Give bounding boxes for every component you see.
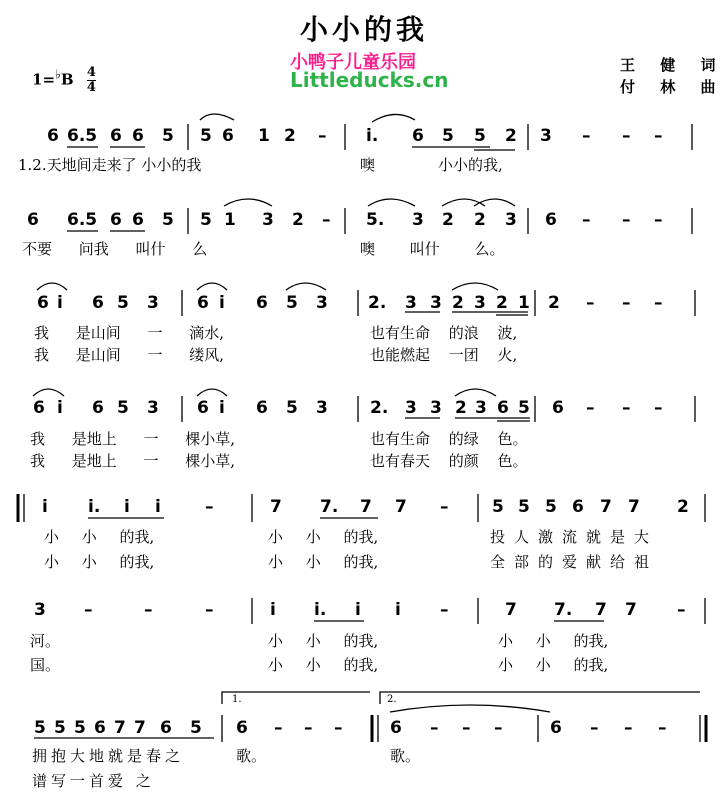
lyric-line: 也有生命 的浪 波, xyxy=(370,324,518,342)
ending-2-label: 2. xyxy=(387,694,397,705)
note: 5 xyxy=(54,718,66,738)
note: i xyxy=(270,600,276,620)
note: i xyxy=(124,497,130,517)
note: 5 xyxy=(74,718,86,738)
note: 7 xyxy=(134,718,146,738)
note: 7 xyxy=(395,497,407,517)
note: 6 xyxy=(110,210,122,230)
note: 7 xyxy=(625,600,637,620)
note: i. xyxy=(314,600,327,620)
lyric-line: 不要 问我 叫什 么 xyxy=(22,240,208,258)
lyric-line: 河。 xyxy=(30,632,61,650)
note: 7 xyxy=(595,600,607,620)
note: 5 xyxy=(518,497,530,517)
note: 6 xyxy=(197,293,209,313)
note: – xyxy=(624,718,633,738)
note: 5 xyxy=(200,126,212,146)
note: – xyxy=(322,210,331,230)
note: 5. xyxy=(366,210,385,230)
note: 6 xyxy=(94,718,106,738)
note: – xyxy=(334,718,343,738)
note: 5 xyxy=(286,293,298,313)
lyric-line: 歌。 xyxy=(390,747,421,765)
time-signature-top: 4 xyxy=(86,65,96,80)
note: – xyxy=(677,600,686,620)
note: i xyxy=(355,600,361,620)
note: 3 xyxy=(262,210,274,230)
note: 5 xyxy=(162,126,174,146)
note: – xyxy=(430,718,439,738)
note: – xyxy=(586,293,595,313)
note: 2 xyxy=(474,210,486,230)
note: 6 xyxy=(497,398,509,418)
note: 2 xyxy=(496,293,508,313)
note: 3 xyxy=(430,293,442,313)
note: 2. xyxy=(370,398,389,418)
note: 6 xyxy=(550,718,562,738)
note: 6 xyxy=(160,718,172,738)
note: i. xyxy=(366,126,379,146)
note: 1 xyxy=(258,126,270,146)
lyric-line: 小 小 的我, xyxy=(268,528,379,546)
lyric-line: 小小的我, xyxy=(438,156,503,174)
note: 6 xyxy=(92,293,104,313)
note: 5 xyxy=(518,398,530,418)
note: i xyxy=(57,293,63,313)
note: 7 xyxy=(628,497,640,517)
note: 6 xyxy=(37,293,49,313)
lyric-line: 噢 xyxy=(360,156,376,174)
note: 6 xyxy=(572,497,584,517)
note: 5 xyxy=(442,126,454,146)
note: – xyxy=(622,126,631,146)
note: – xyxy=(622,398,631,418)
lyric-line: 拥抱大地就是春之 xyxy=(32,747,185,765)
note: – xyxy=(494,718,503,738)
note: 6 xyxy=(552,398,564,418)
note: 5 xyxy=(34,718,46,738)
lyric-line: 也有生命 的绿 色。 xyxy=(370,430,528,448)
note: i xyxy=(219,398,225,418)
note: i xyxy=(42,497,48,517)
lyricist-credit: 王 健 词 xyxy=(620,56,726,74)
note: 3 xyxy=(405,293,417,313)
note: 7 xyxy=(270,497,282,517)
lyric-line: 小 小 的我, xyxy=(268,553,379,571)
note: 3 xyxy=(474,293,486,313)
note: 3 xyxy=(147,293,159,313)
lyric-line: 小 小 的我, xyxy=(44,553,155,571)
lyric-line: 国。 xyxy=(30,656,61,674)
note: 7. xyxy=(320,497,339,517)
note: i xyxy=(57,398,63,418)
note: 6 xyxy=(236,718,248,738)
note: 6 xyxy=(92,398,104,418)
note: 2 xyxy=(505,126,517,146)
note: – xyxy=(582,126,591,146)
note: 5 xyxy=(190,718,202,738)
note: 6 xyxy=(390,718,402,738)
brand-logo-en: Littleducks.cn xyxy=(290,68,449,92)
note: 6.5 xyxy=(67,210,98,230)
note: – xyxy=(318,126,327,146)
note: 2 xyxy=(292,210,304,230)
note: 3 xyxy=(505,210,517,230)
lyric-line: 小 小 的我, xyxy=(44,528,155,546)
note: 6 xyxy=(110,126,122,146)
note: 3 xyxy=(475,398,487,418)
note: 2 xyxy=(452,293,464,313)
note: – xyxy=(205,497,214,517)
note: 6 xyxy=(33,398,45,418)
note: 6 xyxy=(222,126,234,146)
note: 6 xyxy=(27,210,39,230)
lyric-line: 噢 叫什 么。 xyxy=(360,240,505,258)
time-signature-bottom: 4 xyxy=(86,80,96,95)
lyric-line: 也有春天 的颜 色。 xyxy=(370,452,528,470)
lyric-line: 谱写一首爱 之 xyxy=(32,772,155,790)
note: – xyxy=(586,398,595,418)
note: 3 xyxy=(147,398,159,418)
note: 3 xyxy=(405,398,417,418)
note: 7 xyxy=(114,718,126,738)
note: – xyxy=(622,210,631,230)
note: – xyxy=(622,293,631,313)
lyric-line: 我 是地上 一 棵小草, xyxy=(30,452,236,470)
note: – xyxy=(582,210,591,230)
note: 2 xyxy=(548,293,560,313)
note: 5 xyxy=(286,398,298,418)
note: – xyxy=(590,718,599,738)
note: 3 xyxy=(34,600,46,620)
ending-1-label: 1. xyxy=(232,694,242,705)
note: i xyxy=(155,497,161,517)
note: 6 xyxy=(412,126,424,146)
note: 5 xyxy=(117,293,129,313)
note: 6 xyxy=(47,126,59,146)
note: – xyxy=(654,126,663,146)
note: 1 xyxy=(518,293,530,313)
lyric-line: 也能燃起 一团 火, xyxy=(370,346,518,364)
lyric-line: 小 小 的我, xyxy=(498,632,609,650)
note: 6 xyxy=(132,210,144,230)
note: 5 xyxy=(474,126,486,146)
lyric-line: 我 是山间 一 缕风, xyxy=(34,346,225,364)
note: 6 xyxy=(256,398,268,418)
note: – xyxy=(440,600,449,620)
note: i. xyxy=(88,497,101,517)
note: 6 xyxy=(197,398,209,418)
note: 3 xyxy=(540,126,552,146)
lyric-line: 小 小 的我, xyxy=(268,632,379,650)
lyric-line: 我 是山间 一 滴水, xyxy=(34,324,225,342)
note: 5 xyxy=(117,398,129,418)
note: 1 xyxy=(224,210,236,230)
note: – xyxy=(462,718,471,738)
note: 6 xyxy=(132,126,144,146)
key-signature: 1=♭B $\frac{4}{4}$ xyxy=(32,65,96,95)
lyric-line: 小 小 的我, xyxy=(498,656,609,674)
note: 7 xyxy=(600,497,612,517)
song-title: 小小的我 xyxy=(299,13,428,46)
lyric-line: 小 小 的我, xyxy=(268,656,379,674)
note: 6 xyxy=(545,210,557,230)
lyric-line: 1.2.天地间走来了 小小的我 xyxy=(18,156,202,174)
lyric-line: 我 是地上 一 棵小草, xyxy=(30,430,236,448)
note: – xyxy=(205,600,214,620)
note: 6 xyxy=(256,293,268,313)
note: 2. xyxy=(368,293,387,313)
note: – xyxy=(654,210,663,230)
note: 2 xyxy=(677,497,689,517)
note: 2 xyxy=(455,398,467,418)
note: – xyxy=(304,718,313,738)
note: 3 xyxy=(316,398,328,418)
note: 5 xyxy=(200,210,212,230)
note: – xyxy=(274,718,283,738)
note: 2 xyxy=(442,210,454,230)
note: – xyxy=(658,718,667,738)
note: 7 xyxy=(505,600,517,620)
note: 7 xyxy=(360,497,372,517)
note: – xyxy=(440,497,449,517)
note: 2 xyxy=(284,126,296,146)
brand-logo-cn: 小鸭子儿童乐园 xyxy=(290,52,416,73)
note: 5 xyxy=(545,497,557,517)
lyric-line: 投人激流就是大 xyxy=(490,528,659,546)
lyric-line: 全部的爱献给祖 xyxy=(490,553,659,571)
note: i xyxy=(219,293,225,313)
lyric-line: 歌。 xyxy=(236,747,267,765)
note: 3 xyxy=(430,398,442,418)
note: – xyxy=(654,398,663,418)
note: 3 xyxy=(412,210,424,230)
note: i xyxy=(395,600,401,620)
note: 6.5 xyxy=(67,126,98,146)
note: 5 xyxy=(162,210,174,230)
composer-credit: 付 林 曲 xyxy=(620,78,726,96)
note: 7. xyxy=(554,600,573,620)
note: 5 xyxy=(492,497,504,517)
note: – xyxy=(144,600,153,620)
note: – xyxy=(84,600,93,620)
note: – xyxy=(654,293,663,313)
note: 3 xyxy=(316,293,328,313)
